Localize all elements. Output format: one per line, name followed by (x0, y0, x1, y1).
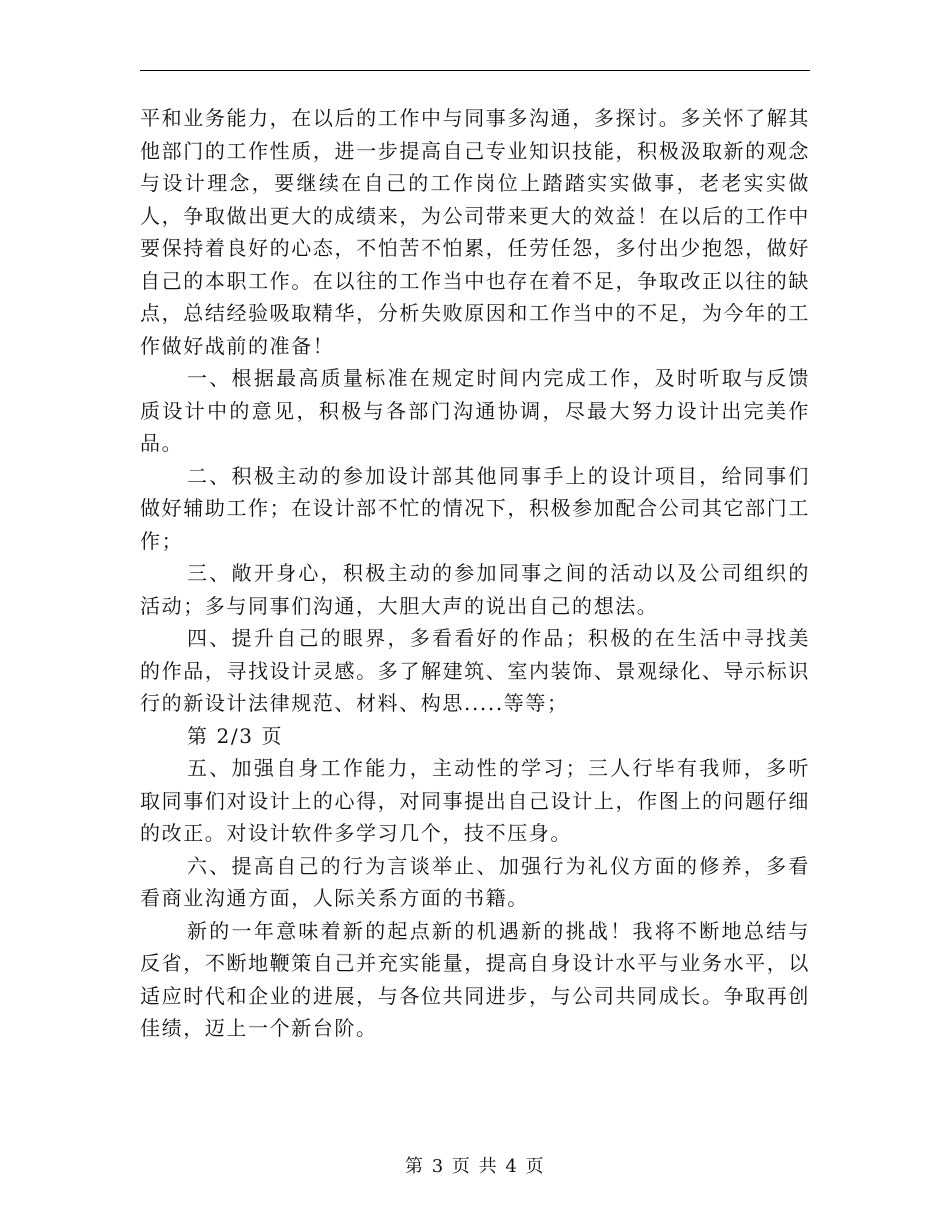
paragraph-item-1: 一、根据最高质量标准在规定时间内完成工作，及时听取与反馈质设计中的意见，积极与各部门沟通协调，尽最大努力设计出完美作品。 (140, 366, 810, 455)
header-divider (140, 70, 810, 71)
page-footer: 第 3 页 共 4 页 (404, 1156, 545, 1177)
paragraph-item-3: 三、敞开身心，积极主动的参加同事之间的活动以及公司组织的活动；多与同事们沟通，大胆大声的说出自己的想法。 (140, 561, 810, 618)
paragraph-item-4: 四、提升自己的眼界，多看看好的作品；积极的在生活中寻找美的作品，寻找设计灵感。多了解建筑、室内装饰、景观绿化、导示标识行的新设计法律规范、材料、构思.....等等； (140, 626, 810, 715)
paragraph-conclusion: 新的一年意味着新的起点新的机遇新的挑战！我将不断地总结与反省，不断地鞭策自己并充实能量，提高自身设计水平与业务水平，以适应时代和企业的进展，与各位共同进步，与公司共同成长。争取再创佳绩，迈上一个新台阶。 (140, 918, 810, 1040)
inline-page-marker: 第 2/3 页 (187, 723, 284, 748)
paragraph-continuation: 平和业务能力，在以后的工作中与同事多沟通，多探讨。多关怀了解其他部门的工作性质，进一步提高自己专业知识技能，积极汲取新的观念与设计理念，要继续在自己的工作岗位上踏踏实实做事，老老实实做人，争取做出更大的成绩来，为公司带来更大的效益！在以后的工作中要保持着良好的心态，不怕苦不怕累，任劳任怨，多付出少抱怨，做好自己的本职工作。在以往的工作当中也存在着不足，争取改正以往的缺点，总结经验吸取精华，分析失败原因和工作当中的不足，为今年的工作做好战前的准备！ (140, 106, 810, 358)
paragraph-item-5: 五、加强自身工作能力，主动性的学习；三人行毕有我师，多听取同事们对设计上的心得，对同事提出自己设计上，作图上的问题仔细的改正。对设计软件多学习几个，技不压身。 (140, 756, 810, 845)
paragraph-item-6: 六、提高自己的行为言谈举止、加强行为礼仪方面的修养，多看看商业沟通方面，人际关系方面的书籍。 (140, 853, 810, 910)
document-body (140, 102, 810, 1045)
paragraph-item-2: 二、积极主动的参加设计部其他同事手上的设计项目，给同事们做好辅助工作；在设计部不忙的情况下，积极参加配合公司其它部门工作； (140, 463, 810, 553)
